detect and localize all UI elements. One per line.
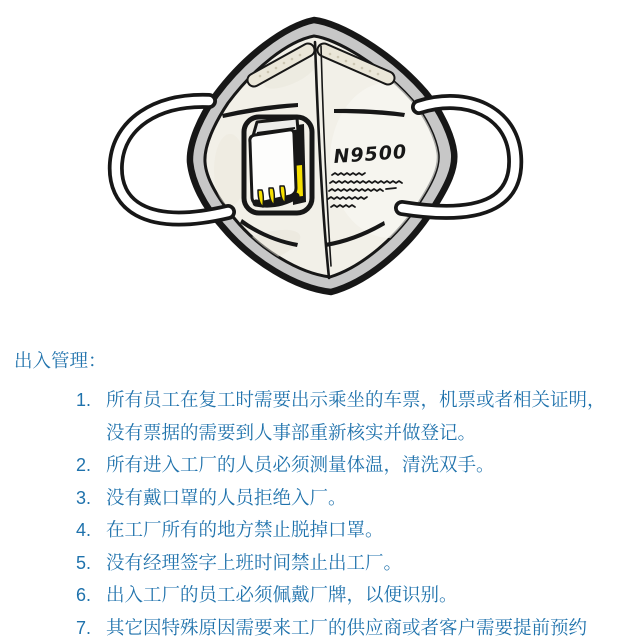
rule-item xyxy=(14,514,620,547)
rule-text: 没有经理签字上班时间禁止出工厂。 xyxy=(91,547,620,580)
rule-number: 2. xyxy=(14,449,91,482)
notice-heading: 出入管理： xyxy=(14,348,620,374)
rule-text: 没有戴口罩的人员拒绝入厂。 xyxy=(91,482,620,515)
exhale-valve xyxy=(244,117,312,213)
rule-number: 1. xyxy=(14,384,91,449)
rule-item xyxy=(14,612,620,644)
rule-item xyxy=(14,384,620,449)
entry-exit-notice xyxy=(14,348,620,644)
rule-item xyxy=(14,482,620,515)
rule-text: 所有进入工厂的人员必须测量体温，清洗双手。 xyxy=(91,449,620,482)
rule-text: 在工厂所有的地方禁止脱掉口罩。 xyxy=(91,514,620,547)
rule-number: 4. xyxy=(14,514,91,547)
rule-number: 6. xyxy=(14,579,91,612)
rule-number: 3. xyxy=(14,482,91,515)
rule-item xyxy=(14,579,620,612)
rules-list xyxy=(14,384,620,644)
rule-number: 7. xyxy=(14,612,91,644)
rule-item xyxy=(14,449,620,482)
rule-text: 出入工厂的员工必须佩戴厂牌，以便识别。 xyxy=(91,579,620,612)
rule-text: 其它因特殊原因需要来工厂的供应商或者客户需要提前预约 xyxy=(91,612,620,644)
rule-number: 5. xyxy=(14,547,91,580)
rule-item xyxy=(14,547,620,580)
mask-model-label: N9500 xyxy=(333,141,408,168)
rule-text: 所有员工在复工时需要出示乘坐的车票，机票或者相关证明，没有票据的需要到人事部重新核实并做登记。 xyxy=(91,384,620,449)
